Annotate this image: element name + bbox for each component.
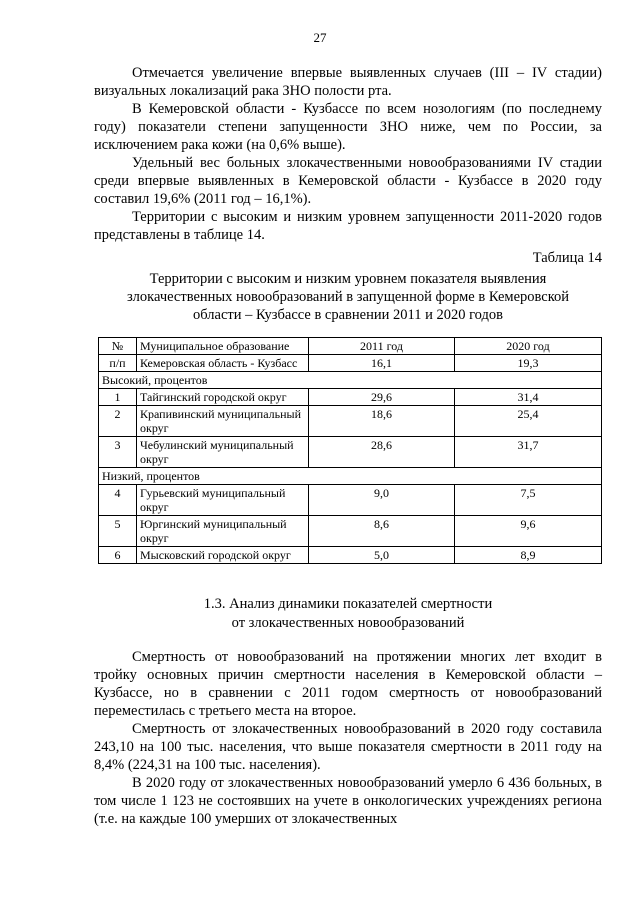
table-row-region (99, 355, 602, 372)
header-2020: 2020 год (455, 338, 602, 355)
table-label: Таблица 14 (532, 250, 602, 266)
paragraph-territories-ref: Территории с высоким и низким уровнем запущенности 2011-2020 годов представлены в таблице 14. (94, 209, 602, 243)
table-row (99, 485, 602, 516)
table-header-row (99, 338, 602, 355)
table-row (99, 547, 602, 564)
row-2020: 8,9 (455, 547, 602, 564)
row-name: Мысковский городской округ (137, 547, 309, 564)
row-2020: 9,6 (455, 516, 602, 547)
group-high-label: Высокий, процентов (99, 372, 602, 389)
row-2011: 5,0 (309, 547, 455, 564)
paragraph-mortality-rank: Смертность от новообразований на протяжении многих лет входит в тройку основных причин смертности населения в Кемеровской области – Кузбассе, но в сравнении с 2011 годом смертность от новообразований переместилась с третьего места на второе. (94, 649, 602, 719)
paragraph-kuzbass-comparison: В Кемеровской области - Кузбассе по всем нозологиям (по последнему году) показатели степени запущенности ЗНО ниже, чем по России, за исключением рака кожи (на 0,6% выше). (94, 101, 602, 153)
header-num: № (99, 338, 137, 355)
table-row (99, 437, 602, 468)
paragraph-stage-iv-share: Удельный вес больных злокачественными новообразованиями IV стадии среди впервые выявленных в Кемеровской области - Кузбассе в 2020 году составил 19,6% (2011 год – 16,1%). (94, 155, 602, 207)
row-2020: 31,7 (455, 437, 602, 468)
region-2011: 16,1 (309, 355, 455, 372)
row-name: Тайгинский городской округ (137, 389, 309, 406)
header-num-sub: п/п (99, 355, 137, 372)
section-heading-line1: 1.3. Анализ динамики показателей смертности (203, 596, 493, 612)
paragraph-stage-increase: Отмечается увеличение впервые выявленных случаев (III – IV стадии) визуальных локализаций рака ЗНО полости рта. (94, 65, 602, 99)
row-2011: 29,6 (309, 389, 455, 406)
row-name: Крапивинский муниципальный округ (137, 406, 309, 437)
table-row (99, 389, 602, 406)
section-heading (94, 595, 602, 633)
territories-table (98, 337, 602, 564)
table-group-high (99, 372, 602, 389)
row-2011: 18,6 (309, 406, 455, 437)
paragraph-deaths-count: В 2020 году от злокачественных новообразований умерло 6 436 больных, в том числе 1 123 не состоявших на учете в онкологических учреждениях региона (т.е. на каждые 100 умерших от злокачественных (94, 775, 602, 827)
row-num: 4 (99, 485, 137, 516)
header-municipality: Муниципальное образование (137, 338, 309, 355)
row-2011: 8,6 (309, 516, 455, 547)
row-2020: 7,5 (455, 485, 602, 516)
table-row (99, 406, 602, 437)
row-num: 3 (99, 437, 137, 468)
group-low-label: Низкий, процентов (99, 468, 602, 485)
row-2020: 31,4 (455, 389, 602, 406)
row-num: 1 (99, 389, 137, 406)
section-heading-line2: от злокачественных новообразований (231, 615, 465, 631)
row-num: 6 (99, 547, 137, 564)
row-2020: 25,4 (455, 406, 602, 437)
row-2011: 9,0 (309, 485, 455, 516)
table-group-low (99, 468, 602, 485)
region-2020: 19,3 (455, 355, 602, 372)
row-name: Чебулинский муниципальный округ (137, 437, 309, 468)
page-number: 27 (313, 30, 327, 45)
row-name: Юргинский муниципальный округ (137, 516, 309, 547)
paragraph-mortality-2020: Смертность от злокачественных новообразований в 2020 году составила 243,10 на 100 тыс. населения, что выше показателя смертности в 2011 году на 8,4% (224,31 на 100 тыс. населения). (94, 721, 602, 773)
header-2011: 2011 год (309, 338, 455, 355)
row-num: 2 (99, 406, 137, 437)
row-2011: 28,6 (309, 437, 455, 468)
table-caption: Территории с высоким и низким уровнем показателя выявления злокачественных новообразований в запущенной форме в Кемеровской области – Кузбассе в сравнении 2011 и 2020 годов (126, 271, 570, 323)
table-row (99, 516, 602, 547)
row-num: 5 (99, 516, 137, 547)
region-name: Кемеровская область - Кузбасс (137, 355, 309, 372)
row-name: Гурьевский муниципальный округ (137, 485, 309, 516)
